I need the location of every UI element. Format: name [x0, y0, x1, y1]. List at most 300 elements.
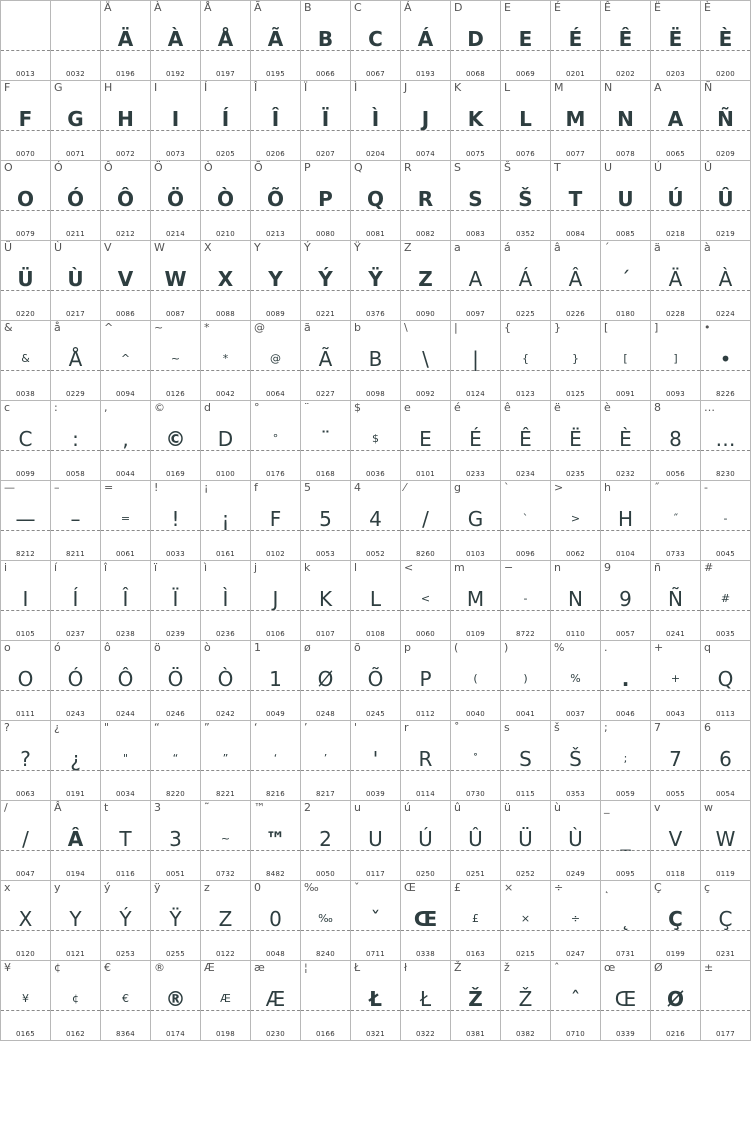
glyph-code: 0169: [165, 470, 185, 478]
glyph-code: 0233: [465, 470, 485, 478]
glyph-cell: [251, 801, 301, 881]
glyph-cell: [351, 641, 401, 721]
glyph-code: 0213: [265, 230, 285, 238]
glyph-sample: “: [172, 752, 179, 765]
glyph-sample: B: [368, 347, 383, 371]
glyph-code: 0098: [365, 390, 385, 398]
glyph-char-label: 6: [704, 721, 711, 734]
glyph-char-label: –: [54, 481, 60, 494]
baseline-guide: [351, 290, 400, 291]
glyph-code: 0041: [515, 710, 535, 718]
baseline-guide: [151, 1010, 200, 1011]
glyph-cell: [201, 81, 251, 161]
glyph-code: 0091: [615, 390, 635, 398]
glyph-cell: [501, 801, 551, 881]
glyph-char-label: °: [254, 401, 260, 414]
glyph-sample: Ž: [518, 987, 533, 1011]
baseline-guide: [651, 450, 700, 451]
baseline-guide: [551, 210, 600, 211]
baseline-guide: [101, 770, 150, 771]
baseline-guide: [501, 770, 550, 771]
glyph-code: 0218: [665, 230, 685, 238]
glyph-cell: [51, 321, 101, 401]
glyph-cell: [251, 961, 301, 1041]
glyph-code: 0166: [315, 1030, 335, 1038]
glyph-cell: [301, 801, 351, 881]
glyph-cell: [501, 561, 551, 641]
glyph-code: 0063: [15, 790, 35, 798]
glyph-sample: Â: [67, 827, 84, 851]
glyph-code: 0032: [65, 70, 85, 78]
glyph-char-label: É: [554, 1, 561, 14]
glyph-sample: }: [572, 352, 579, 365]
glyph-char-label: Ñ: [704, 81, 713, 94]
glyph-char-label: *: [204, 321, 210, 334]
glyph-char-label: s: [504, 721, 510, 734]
glyph-sample: ~: [220, 832, 231, 845]
glyph-code: 0177: [715, 1030, 735, 1038]
glyph-code: 0072: [115, 150, 135, 158]
glyph-code: 0219: [715, 230, 735, 238]
baseline-guide: [301, 530, 350, 531]
glyph-cell: [201, 161, 251, 241]
glyph-cell: [601, 321, 651, 401]
glyph-code: 0225: [515, 310, 535, 318]
glyph-char-label: e: [404, 401, 411, 414]
glyph-cell: [351, 241, 401, 321]
glyph-sample: 2: [319, 827, 332, 851]
glyph-code: 0710: [565, 1030, 585, 1038]
glyph-code: 8212: [15, 550, 35, 558]
glyph-sample: N: [568, 587, 583, 611]
glyph-code: 0215: [515, 950, 535, 958]
glyph-cell: [1, 161, 51, 241]
glyph-char-label: (: [454, 641, 459, 654]
glyph-code: 8364: [115, 1030, 135, 1038]
glyph-char-label: y: [54, 881, 61, 894]
baseline-guide: [51, 210, 100, 211]
glyph-char-label: Y: [254, 241, 261, 254]
glyph-sample: H: [117, 107, 134, 131]
glyph-code: 0064: [265, 390, 285, 398]
glyph-code: 0221: [315, 310, 335, 318]
glyph-code: 0048: [265, 950, 285, 958]
baseline-guide: [601, 930, 650, 931]
glyph-char-label: ©: [154, 401, 165, 414]
baseline-guide: [51, 450, 100, 451]
glyph-sample: Ò: [217, 667, 234, 691]
baseline-guide: [701, 50, 750, 51]
glyph-sample: ˇ: [370, 907, 381, 931]
glyph-char-label: B: [304, 1, 312, 14]
glyph-char-label: C: [354, 1, 362, 14]
glyph-code: 0038: [15, 390, 35, 398]
glyph-cell: [301, 161, 351, 241]
glyph-char-label: =: [104, 481, 114, 494]
glyph-sample: Œ: [614, 987, 637, 1011]
glyph-cell: [101, 561, 151, 641]
glyph-char-label: Œ: [404, 881, 416, 894]
glyph-cell: [251, 401, 301, 481]
glyph-sample: ´: [620, 267, 631, 291]
glyph-code: 0249: [565, 870, 585, 878]
glyph-cell: [101, 721, 151, 801]
glyph-cell: [451, 1, 501, 81]
baseline-guide: [451, 290, 500, 291]
baseline-guide: [651, 610, 700, 611]
glyph-cell: [401, 1, 451, 81]
glyph-code: 0227: [315, 390, 335, 398]
glyph-char-label: >: [554, 481, 564, 494]
glyph-cell: [251, 241, 301, 321]
glyph-sample: ”: [222, 752, 229, 765]
glyph-sample: •: [719, 347, 732, 371]
glyph-code: 0055: [665, 790, 685, 798]
glyph-code: 0193: [415, 70, 435, 78]
glyph-sample: /: [22, 827, 29, 851]
glyph-char-label: ”: [204, 721, 210, 734]
glyph-cell: [101, 241, 151, 321]
glyph-cell: [151, 321, 201, 401]
glyph-sample: ˛: [620, 907, 631, 931]
glyph-cell: [551, 241, 601, 321]
glyph-code: 0103: [465, 550, 485, 558]
glyph-char-label: ç: [704, 881, 711, 894]
glyph-cell: [351, 881, 401, 961]
glyph-cell: [351, 801, 401, 881]
glyph-cell: [101, 801, 151, 881]
glyph-code: 0211: [65, 230, 85, 238]
glyph-cell: [251, 881, 301, 961]
glyph-sample: ™: [265, 827, 286, 851]
baseline-guide: [51, 1010, 100, 1011]
glyph-sample: R: [417, 187, 434, 211]
baseline-guide: [401, 50, 450, 51]
glyph-cell: [301, 881, 351, 961]
glyph-sample: Z: [218, 907, 233, 931]
glyph-code: 0040: [465, 710, 485, 718]
glyph-char-label: -: [704, 481, 708, 494]
glyph-code: 0078: [615, 150, 635, 158]
baseline-guide: [701, 210, 750, 211]
baseline-guide: [701, 290, 750, 291]
baseline-guide: [501, 370, 550, 371]
baseline-guide: [501, 850, 550, 851]
glyph-sample: N: [617, 107, 634, 131]
glyph-char-label: ?: [4, 721, 10, 734]
glyph-char-label: ò: [204, 641, 211, 654]
baseline-guide: [451, 770, 500, 771]
baseline-guide: [551, 370, 600, 371]
glyph-sample: Ï: [172, 587, 179, 611]
glyph-cell: [501, 881, 551, 961]
glyph-sample: A: [667, 107, 684, 131]
glyph-code: 0162: [65, 1030, 85, 1038]
baseline-guide: [301, 690, 350, 691]
glyph-code: 0049: [265, 710, 285, 718]
glyph-sample: ©: [165, 427, 186, 451]
glyph-char-label: R: [404, 161, 412, 174]
glyph-cell: [401, 641, 451, 721]
glyph-cell: [151, 1, 201, 81]
glyph-cell: [351, 481, 401, 561]
glyph-code: 0116: [115, 870, 135, 878]
glyph-char-label: ‰: [304, 881, 319, 894]
baseline-guide: [301, 130, 350, 131]
glyph-sample: Ö: [166, 187, 184, 211]
glyph-char-label: o: [4, 641, 11, 654]
glyph-code: 0199: [665, 950, 685, 958]
glyph-cell: [451, 241, 501, 321]
glyph-char-label: n: [554, 561, 561, 574]
baseline-guide: [551, 690, 600, 691]
glyph-sample: 1: [269, 667, 282, 691]
baseline-guide: [451, 50, 500, 51]
glyph-code: 0067: [365, 70, 385, 78]
glyph-code: 0105: [15, 630, 35, 638]
glyph-cell: [601, 161, 651, 241]
baseline-guide: [1, 930, 50, 931]
baseline-guide: [501, 210, 550, 211]
glyph-char-label: K: [454, 81, 462, 94]
glyph-code: 0125: [565, 390, 585, 398]
glyph-code: 0210: [215, 230, 235, 238]
glyph-cell: [701, 81, 751, 161]
glyph-sample: .: [621, 667, 630, 691]
glyph-code: 0089: [265, 310, 285, 318]
baseline-guide: [151, 530, 200, 531]
glyph-cell: [201, 1, 251, 81]
glyph-cell: [201, 961, 251, 1041]
glyph-sample: D: [217, 427, 234, 451]
glyph-sample: Š: [569, 747, 582, 771]
baseline-guide: [601, 210, 650, 211]
glyph-char-label: ï: [154, 561, 158, 574]
glyph-sample: ˚: [472, 752, 479, 765]
baseline-guide: [301, 450, 350, 451]
glyph-sample: ×: [520, 912, 531, 925]
glyph-cell: [601, 641, 651, 721]
glyph-char-label: Ó: [54, 161, 63, 174]
glyph-cell: [551, 81, 601, 161]
glyph-sample: G: [467, 507, 484, 531]
glyph-cell: [351, 161, 401, 241]
glyph-cell: [301, 641, 351, 721]
glyph-char-label: õ: [354, 641, 361, 654]
glyph-cell: [51, 161, 101, 241]
glyph-char-label: Õ: [254, 161, 263, 174]
glyph-sample: Ø: [317, 667, 334, 691]
glyph-sample: Š: [518, 187, 533, 211]
glyph-sample: ;: [623, 752, 628, 765]
baseline-guide: [351, 50, 400, 51]
glyph-sample: Å: [217, 27, 234, 51]
glyph-cell: [401, 721, 451, 801]
baseline-guide: [601, 130, 650, 131]
glyph-char-label: ã: [304, 321, 311, 334]
baseline-guide: [551, 530, 600, 531]
glyph-code: 0214: [165, 230, 185, 238]
glyph-sample: Ÿ: [169, 907, 182, 931]
baseline-guide: [201, 290, 250, 291]
baseline-guide: [701, 130, 750, 131]
glyph-sample: ]: [673, 352, 678, 365]
glyph-cell: [1, 81, 51, 161]
glyph-cell: [601, 881, 651, 961]
glyph-code: 0711: [365, 950, 385, 958]
glyph-char-label: Å: [204, 1, 212, 14]
glyph-cell: [401, 561, 451, 641]
glyph-char-label: G: [54, 81, 63, 94]
glyph-char-label: û: [454, 801, 461, 814]
glyph-char-label: Ù: [54, 241, 63, 254]
glyph-char-label: |: [454, 321, 458, 334]
glyph-sample: Ç: [718, 907, 733, 931]
glyph-sample: Ñ: [668, 587, 683, 611]
glyph-cell: [1, 561, 51, 641]
glyph-sample: 0: [269, 907, 282, 931]
glyph-sample: ¥: [22, 992, 29, 1005]
glyph-char-label: F: [4, 81, 11, 94]
glyph-sample: È: [619, 427, 632, 451]
baseline-guide: [151, 690, 200, 691]
baseline-guide: [1, 130, 50, 131]
glyph-sample: !: [171, 507, 180, 531]
glyph-cell: [151, 481, 201, 561]
glyph-sample: <: [420, 592, 431, 605]
glyph-cell: [401, 161, 451, 241]
glyph-cell: [51, 721, 101, 801]
glyph-cell: [651, 161, 701, 241]
glyph-sample: ): [523, 672, 528, 685]
glyph-char-label: N: [604, 81, 613, 94]
glyph-code: 0731: [615, 950, 635, 958]
baseline-guide: [351, 450, 400, 451]
glyph-code: 0071: [65, 150, 85, 158]
baseline-guide: [201, 370, 250, 371]
glyph-code: 0086: [115, 310, 135, 318]
baseline-guide: [601, 770, 650, 771]
baseline-guide: [651, 210, 700, 211]
glyph-sample: T: [119, 827, 132, 851]
baseline-guide: [51, 610, 100, 611]
glyph-char-label: T: [554, 161, 561, 174]
baseline-guide: [501, 1010, 550, 1011]
glyph-cell: [601, 721, 651, 801]
baseline-guide: [201, 130, 250, 131]
glyph-code: 0042: [215, 390, 235, 398]
glyph-sample: V: [117, 267, 134, 291]
glyph-cell: [601, 481, 651, 561]
glyph-char-label: q: [704, 641, 711, 654]
glyph-char-label: Ì: [354, 81, 358, 94]
glyph-cell: [401, 801, 451, 881]
baseline-guide: [301, 290, 350, 291]
glyph-char-label: ¡: [204, 481, 209, 494]
glyph-cell: [151, 81, 201, 161]
glyph-code: 0034: [115, 790, 135, 798]
glyph-char-label: ˇ: [354, 881, 360, 894]
glyph-sample: ˝: [672, 512, 679, 525]
glyph-cell: [551, 721, 601, 801]
glyph-sample: €: [122, 992, 129, 1005]
glyph-char-label: Ø: [654, 961, 663, 974]
glyph-sample: U: [368, 827, 383, 851]
glyph-char-label: æ: [254, 961, 265, 974]
glyph-code: 0113: [715, 710, 735, 718]
glyph-sample: M: [466, 587, 485, 611]
glyph-code: 0238: [115, 630, 135, 638]
glyph-code: 0106: [265, 630, 285, 638]
glyph-char-label: 2: [304, 801, 311, 814]
glyph-code: 0192: [165, 70, 185, 78]
glyph-sample: Í: [221, 107, 230, 131]
glyph-char-label: ü: [504, 801, 511, 814]
glyph-sample: Ÿ: [368, 267, 383, 291]
baseline-guide: [601, 850, 650, 851]
glyph-sample: J: [272, 587, 279, 611]
glyph-code: 8240: [315, 950, 335, 958]
glyph-cell: [201, 321, 251, 401]
baseline-guide: [51, 930, 100, 931]
glyph-sample: (: [473, 672, 478, 685]
glyph-sample: Ã: [267, 27, 284, 51]
glyph-char-label: Æ: [204, 961, 215, 974]
glyph-code: 0194: [65, 870, 85, 878]
glyph-char-label: Ý: [304, 241, 311, 254]
glyph-char-label: p: [404, 641, 411, 654]
glyph-char-label: u: [354, 801, 361, 814]
glyph-code: 0241: [665, 630, 685, 638]
glyph-char-label: ˝: [654, 481, 660, 494]
glyph-code: 0163: [465, 950, 485, 958]
glyph-code: 8220: [165, 790, 185, 798]
glyph-code: 8221: [215, 790, 235, 798]
glyph-cell: [551, 881, 601, 961]
glyph-sample: À: [718, 267, 733, 291]
glyph-code: 0033: [165, 550, 185, 558]
glyph-cell: [201, 561, 251, 641]
baseline-guide: [51, 50, 100, 51]
baseline-guide: [101, 130, 150, 131]
glyph-sample: ‰: [318, 912, 333, 925]
glyph-code: 0044: [115, 470, 135, 478]
glyph-char-label: È: [704, 1, 711, 14]
glyph-char-label: ˆ: [554, 961, 560, 974]
baseline-guide: [451, 690, 500, 691]
glyph-char-label: ł: [404, 961, 408, 974]
glyph-cell: [201, 801, 251, 881]
glyph-char-label: Ç: [654, 881, 662, 894]
glyph-code: 0051: [165, 870, 185, 878]
glyph-code: 0122: [215, 950, 235, 958]
baseline-guide: [51, 370, 100, 371]
glyph-cell: [551, 561, 601, 641]
baseline-guide: [401, 450, 450, 451]
glyph-char-label: ®: [154, 961, 165, 974]
baseline-guide: [551, 50, 600, 51]
glyph-char-label: Ò: [204, 161, 213, 174]
glyph-code: 0180: [615, 310, 635, 318]
baseline-guide: [351, 210, 400, 211]
glyph-char-label: í: [54, 561, 58, 574]
baseline-guide: [651, 850, 700, 851]
glyph-sample: -: [523, 592, 528, 605]
glyph-code: 0247: [565, 950, 585, 958]
baseline-guide: [201, 1010, 250, 1011]
glyph-cell: [101, 1, 151, 81]
glyph-sample: S: [468, 187, 483, 211]
